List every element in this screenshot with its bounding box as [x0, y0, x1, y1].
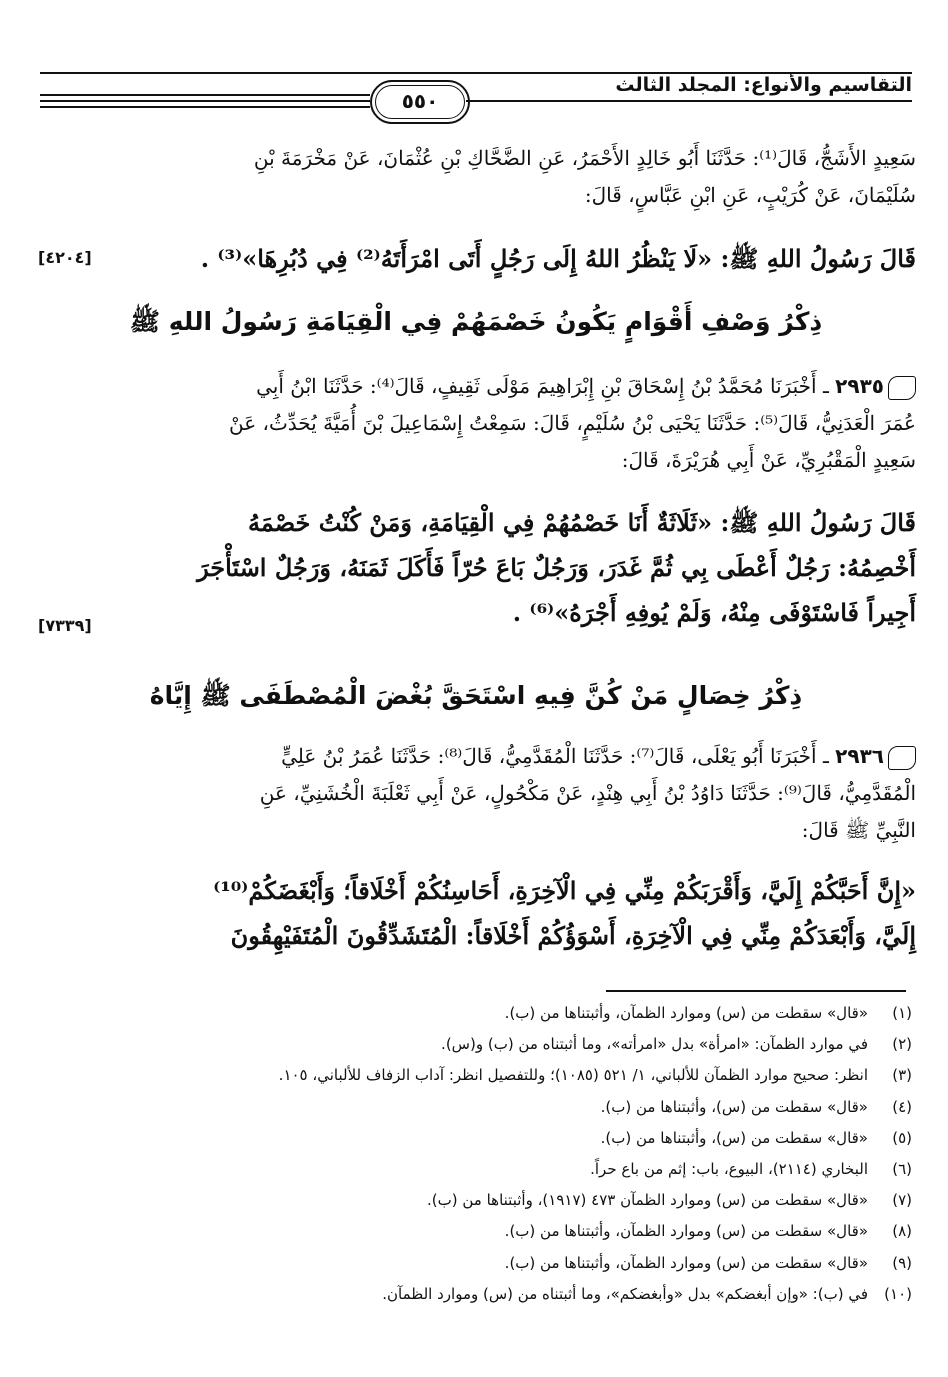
footnote [36, 1123, 912, 1154]
text-line: «إِنَّ أَحَبَّكُمْ إِلَيَّ، وَأَقْرَبَكُمْ مِنِّي فِي الْآخِرَةِ، أَحَاسِنُكُمْ أَخْلَاقاً؛ وَأَبْغَضَكُمْ⁽¹⁰⁾ [213, 876, 916, 905]
footnote [36, 1154, 912, 1185]
text-line: الْمُقَدَّمِيُّ، قَالَ⁽⁹⁾: حَدَّثَنَا دَاوُدُ بْنُ أَبِي هِنْدٍ، عَنْ مَكْحُولٍ، عَنْ أَبِي ثَعْلَبَةَ الْخُشَنِيِّ، عَنِ [259, 781, 916, 805]
running-title: التقاسيم والأنواع: المجلد الثالث [615, 74, 912, 96]
footnote-text: «قال» سقطت من (س)، وأثبتناها من (ب). [600, 1097, 868, 1116]
chapter-heading: ذِكْرُ خِصَالٍ مَنْ كُنَّ فِيهِ اسْتَحَقَّ بُغْضَ الْمُصْطَفَى ﷺ إِيَّاهُ [149, 681, 803, 710]
footnotes [36, 998, 912, 1310]
text-line: سَعِيدٍ الأَشَجُّ، قَالَ⁽¹⁾: حَدَّثَنَا أَبُو خَالِدٍ الأَحْمَرُ، عَنِ الضَّحَّاكِ بْنِ عُثْمَانَ، عَنْ مَخْرَمَةَ بْنِ [253, 146, 916, 170]
footnote-number: (٦) [892, 1160, 912, 1179]
text-line: أَخْصِمُهُ: رَجُلٌ أَعْطَى بِي ثُمَّ غَدَرَ، وَرَجُلٌ بَاعَ حُرّاً فَأَكَلَ ثَمَنَهُ، وَرَجُلٌ اسْتَأْجَرَ [197, 553, 916, 582]
footnote-text: «قال» سقطت من (س) وموارد الظمآن، وأثبتناها من (ب). [504, 1253, 868, 1272]
footnote-text: «قال» سقطت من (س) وموارد الظمآن ٤٧٣ (١٩١٧)، وأثبتناها من (ب). [427, 1191, 868, 1210]
footnote-text: البخاري (٢١١٤)، البيوع، باب: إثم من باع حراً. [590, 1160, 868, 1179]
page-number: ٥٥٠ [375, 85, 465, 119]
footnote [36, 1060, 912, 1091]
footnote-text: انظر: صحيح موارد الظمآن للألباني، ١/ ٥٢١ (١٠٨٥)؛ وللتفصيل انظر: آداب الزفاف للألباني، ١٠٥. [278, 1066, 868, 1085]
footnote-number: (٥) [892, 1128, 912, 1147]
footnote [36, 1185, 912, 1216]
footnote [36, 1248, 912, 1279]
footnote-separator [606, 990, 906, 992]
hadith-reference: [٤٢٠٤] [38, 248, 92, 267]
text-span: ـ أَخْبَرَنَا أَبُو يَعْلَى، قَالَ⁽⁷⁾: حَدَّثَنَا الْمُقَدَّمِيُّ، قَالَ⁽⁸⁾: حَدَّثَنَا عُمَرُ بْنُ عَلِيٍّ [281, 744, 829, 768]
footnote-number: (٢) [892, 1035, 912, 1054]
footnote-text: في (ب): «وإن أبغضكم» بدل «وأبغضكم»، وما أثبتناه من (س) وموارد الظمآن. [382, 1284, 868, 1303]
footnote-number: (٤) [892, 1097, 912, 1116]
page-number-frame [370, 80, 470, 124]
footnote-text: في موارد الظمآن: «امرأة» بدل «امرأته»، وما أثبتناه من (ب) و(س). [441, 1035, 868, 1054]
footnote-text: «قال» سقطت من (س) وموارد الظمآن، وأثبتناها من (ب). [504, 1222, 868, 1241]
footnote [36, 1092, 912, 1123]
footnote-number: (٨) [892, 1222, 912, 1241]
footnote-text: «قال» سقطت من (س)، وأثبتناها من (ب). [600, 1128, 868, 1147]
text-line [36, 738, 916, 775]
footnote-number: (١٠) [884, 1284, 912, 1303]
hadith-number: ٢٩٣٥ [835, 374, 884, 398]
footnote [36, 998, 912, 1029]
footnote [36, 1029, 912, 1060]
footnote [36, 1279, 912, 1310]
hadith-reference: [٧٣٣٩] [38, 616, 92, 635]
hadith-2935-matn [36, 500, 916, 635]
header-line [466, 100, 912, 102]
footnote [36, 1216, 912, 1247]
text-line: سَعِيدٍ الْمَقْبُرِيِّ، عَنْ أَبِي هُرَيْرَةَ، قَالَ: [621, 448, 916, 472]
text-line: قَالَ رَسُولُ اللهِ ﷺ: «ثَلَاثَةٌ أَنَا خَصْمُهُمْ فِي الْقِيَامَةِ، وَمَنْ كُنْتُ خَصْمَهُ [247, 508, 916, 537]
footnote-text: «قال» سقطت من (س) وموارد الظمآن، وأثبتناها من (ب). [504, 1004, 868, 1022]
footnote-number: (٧) [892, 1191, 912, 1210]
page-header [40, 72, 912, 124]
hadith-2936-isnad [36, 738, 916, 849]
footnote-number: (٩) [892, 1253, 912, 1272]
matn-line: قَالَ رَسُولُ اللهِ ﷺ: «لَا يَنْظُرُ اللهُ إِلَى رَجُلٍ أَتَى امْرَأَتَهُ⁽²⁾ فِي دُبُرِهَا»⁽³⁾ . [200, 244, 916, 273]
text-line: إِلَيَّ، وَأَبْعَدَكُمْ مِنِّي فِي الْآخِرَةِ، أَسْوَؤُكُمْ أَخْلَاقاً: الْمُتَشَدِّقُونَ الْمُتَفَيْهِقُونَ [230, 921, 916, 950]
text-line [36, 368, 916, 405]
header-line [40, 100, 370, 102]
header-line [40, 106, 370, 108]
chapter-heading: ذِكْرُ وَصْفِ أَقْوَامٍ يَكُونُ خَصْمَهُمْ فِي الْقِيَامَةِ رَسُولُ اللهِ ﷺ [129, 307, 823, 336]
header-line [40, 94, 370, 96]
hadith-marker-icon [888, 746, 916, 770]
isnad-paragraph [36, 140, 916, 214]
text-line: سُلَيْمَانَ، عَنْ كُرَيْبٍ، عَنِ ابْنِ عَبَّاسٍ، قَالَ: [584, 183, 916, 207]
footnote-number: (١) [892, 1004, 912, 1022]
hadith-number: ٢٩٣٦ [835, 744, 884, 768]
hadith-2936-matn [36, 868, 916, 958]
text-line: النَّبِيِّ ﷺ قَالَ: [801, 818, 916, 842]
footnote-number: (٣) [892, 1066, 912, 1085]
text-line: عُمَرَ الْعَدَنِيُّ، قَالَ⁽⁵⁾: حَدَّثَنَا يَحْيَى بْنُ سُلَيْمٍ، قَالَ: سَمِعْتُ إِسْمَاعِيلَ بْنَ أُمَيَّةَ يُحَدِّثُ، عَنْ [228, 411, 916, 435]
text-line: أَجِيراً فَاسْتَوْفَى مِنْهُ، وَلَمْ يُوفِهِ أَجْرَهُ»⁽⁶⁾ . [512, 598, 916, 627]
hadith-2935-isnad [36, 368, 916, 479]
hadith-marker-icon [888, 376, 916, 400]
text-span: ـ أَخْبَرَنَا مُحَمَّدُ بْنُ إِسْحَاقَ بْنِ إِبْرَاهِيمَ مَوْلَى ثَقِيفٍ، قَالَ⁽⁴⁾: حَدَّثَنَا ابْنُ أَبِي [256, 374, 829, 398]
